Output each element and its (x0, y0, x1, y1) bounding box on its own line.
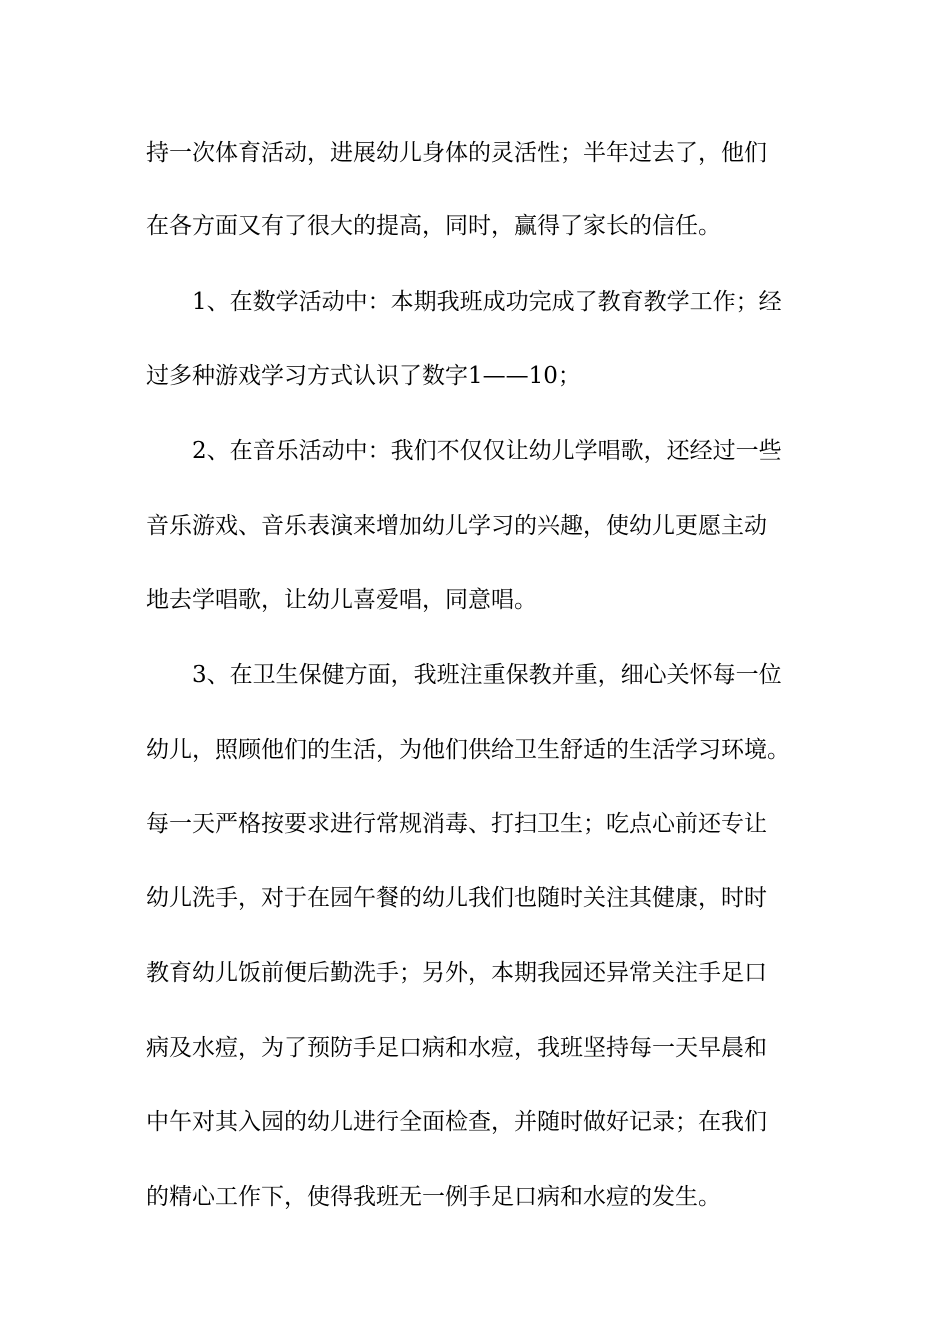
text-line: 持一次体育活动，进展幼儿身体的灵活性；半年过去了，他们 (146, 140, 767, 166)
paragraph-2-first-line: 2、在音乐活动中：我们不仅仅让幼儿学唱歌，还经过一些 (192, 438, 782, 464)
text-line: 幼儿洗手，对于在园午餐的幼儿我们也随时关注其健康，时时 (146, 885, 767, 911)
text-line: 中午对其入园的幼儿进行全面检查，并随时做好记录；在我们 (146, 1109, 767, 1135)
text-line: 病及水痘，为了预防手足口病和水痘，我班坚持每一天早晨和 (146, 1035, 767, 1061)
text-line: 幼儿，照顾他们的生活，为他们供给卫生舒适的生活学习环境。 (146, 737, 790, 763)
text-line: 音乐游戏、音乐表演来增加幼儿学习的兴趣，使幼儿更愿主动 (146, 513, 767, 539)
text-line: 的精心工作下，使得我班无一例手足口病和水痘的发生。 (146, 1184, 721, 1210)
text-line: 每一天严格按要求进行常规消毒、打扫卫生；吃点心前还专让 (146, 811, 767, 837)
text-line: 在各方面又有了很大的提高，同时，赢得了家长的信任。 (146, 213, 721, 239)
text-line: 地去学唱歌，让幼儿喜爱唱，同意唱。 (146, 587, 537, 613)
paragraph-3-first-line: 3、在卫生保健方面，我班注重保教并重，细心关怀每一位 (192, 662, 782, 688)
text-line: 过多种游戏学习方式认识了数字1——10； (146, 363, 581, 389)
paragraph-1-first-line: 1、在数学活动中：本期我班成功完成了教育教学工作；经 (192, 289, 782, 315)
text-line: 教育幼儿饭前便后勤洗手；另外，本期我园还异常关注手足口 (146, 960, 767, 986)
